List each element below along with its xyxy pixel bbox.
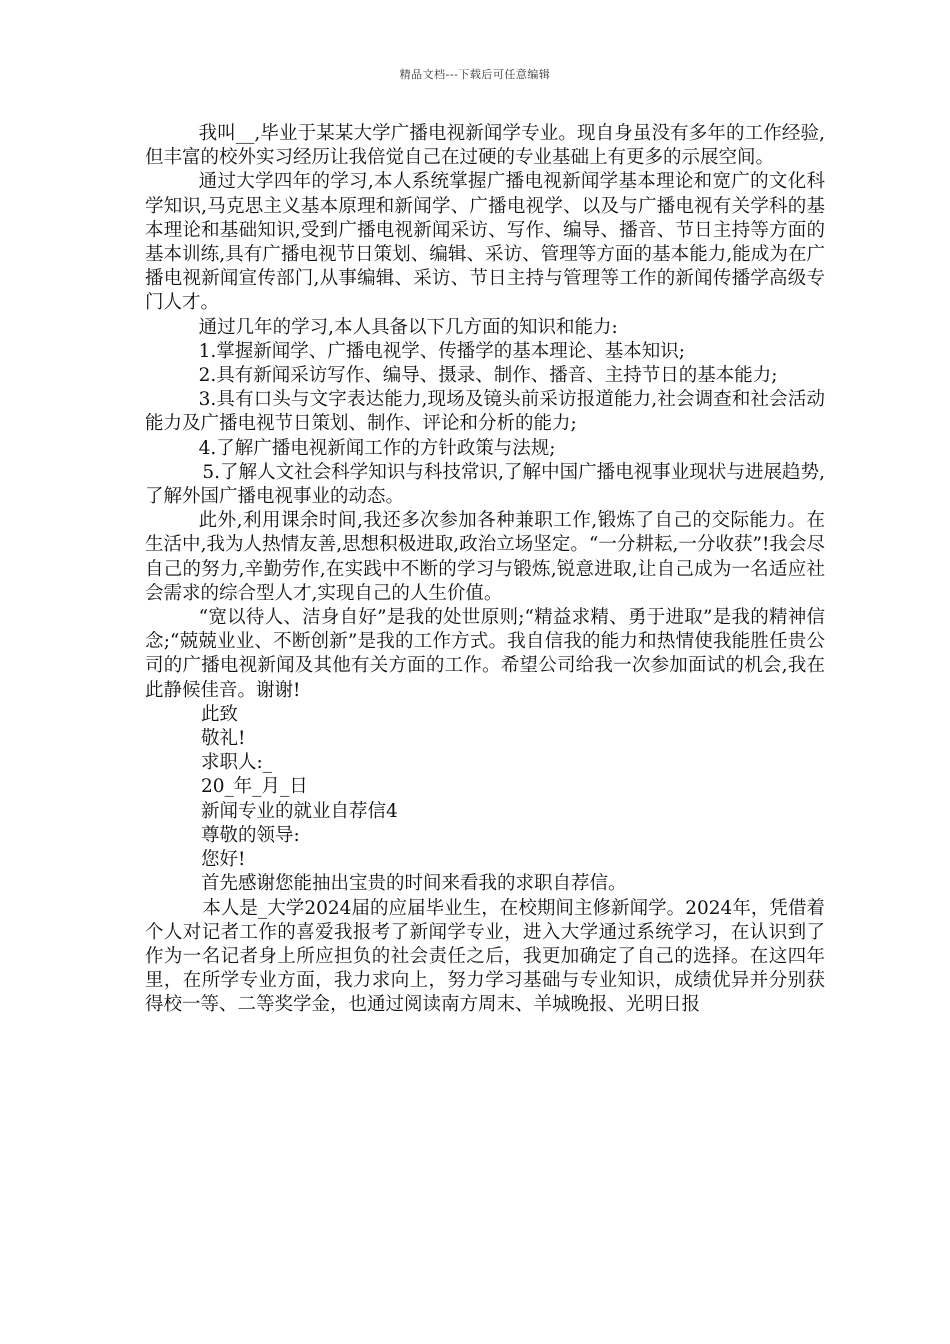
list-item-5: 5.了解人文社会科学知识与科技常识,了解中国广播电视事业现状与进展趋势,了解外国广播电视事业的动态。 [145,461,825,508]
list-item-1: 1.掌握新闻学、广播电视学、传播学的基本理论、基本知识; [198,340,686,362]
page-header: 精品文档---下载后可任意编辑 [399,68,551,81]
section-title: 新闻专业的就业自荐信4 [201,800,398,822]
closing-salutation: 此致 [201,703,239,725]
paragraph-study: 通过大学四年的学习,本人系统掌握广播电视新闻学基本理论和宽广的文化科学知识,马克思主义基本原理和新闻学、广播电视学、以及与广播电视有关学科的基本理论和基础知识,受到广播电视新闻采访、写作、编导、播音、节日主持等方面的基本训练,具有广播电视节日策划、编辑、采访、管理等方面的基本能力,能成为在广播电视新闻宣传部门,从事编辑、采访、节日主持与管理等工作的新闻传播学高级专门人才。 [145,171,825,314]
paragraph-abilities-lead: 通过几年的学习,本人具备以下几方面的知识和能力: [198,316,618,338]
document-body [145,122,825,1018]
list-item-2: 2.具有新闻采访写作、编导、摄录、制作、播音、主持节日的基本能力; [198,365,778,387]
greeting-line: 尊敬的领导: [201,824,300,846]
paragraph-intro: 我叫__,毕业于某某大学广播电视新闻学专业。现自身虽没有多年的工作经验,但丰富的校外实习经历让我倍觉自己在过硬的专业基础上有更多的示展空间。 [145,123,825,169]
hello-line: 您好! [201,849,246,871]
paragraph-background: 本人是_大学2024届的应届毕业生，在校期间主修新闻学。2024年，凭借着个人对记者工作的喜爱我报考了新闻学专业，进入大学通过系统学习，在认识到了作为一名记者身上所应担负的社会责任之后，我更加确定了自己的选择。在这四年里，在所学专业方面，我力求向上，努力学习基础与专业知识，成绩优异并分别获得校一等、二等奖学金，也通过阅读南方周末、羊城晚报、光明日报 [145,897,825,1016]
list-item-3: 3.具有口头与文字表达能力,现场及镜头前采访报道能力,社会调查和社会活动能力及广播电视节日策划、制作、评论和分析的能力; [145,389,825,435]
closing-regards: 敬礼! [201,728,246,750]
date-line: 20_年_月_日 [201,776,308,798]
list-item-4: 4.了解广播电视新闻工作的方针政策与法规; [198,437,556,459]
thanks-line: 首先感谢您能抽出宝贵的时间来看我的求职自荐信。 [201,873,627,895]
paragraph-principles: “宽以待人、洁身自好”是我的处世原则;“精益求精、勇于进取”是我的精神信念;“兢兢业业、不断创新”是我的工作方式。我自信我的能力和热情使我能胜任贵公司的广播电视新闻及其他有关方面的工作。希望公司给我一次参加面试的机会,我在此静候佳音。谢谢! [145,607,825,701]
signature-line: 求职人:_ [201,752,272,774]
paragraph-extracurricular: 此外,利用课余时间,我还多次参加各种兼职工作,锻炼了自己的交际能力。在生活中,我为人热情友善,思想积极进取,政治立场坚定。“一分耕耘,一分收获”!我会尽自己的努力,辛勤劳作,在实践中不断的学习与锻炼,锐意进取,让自己成为一名适应社会需求的综合型人才,实现自己的人生价值。 [145,510,825,604]
